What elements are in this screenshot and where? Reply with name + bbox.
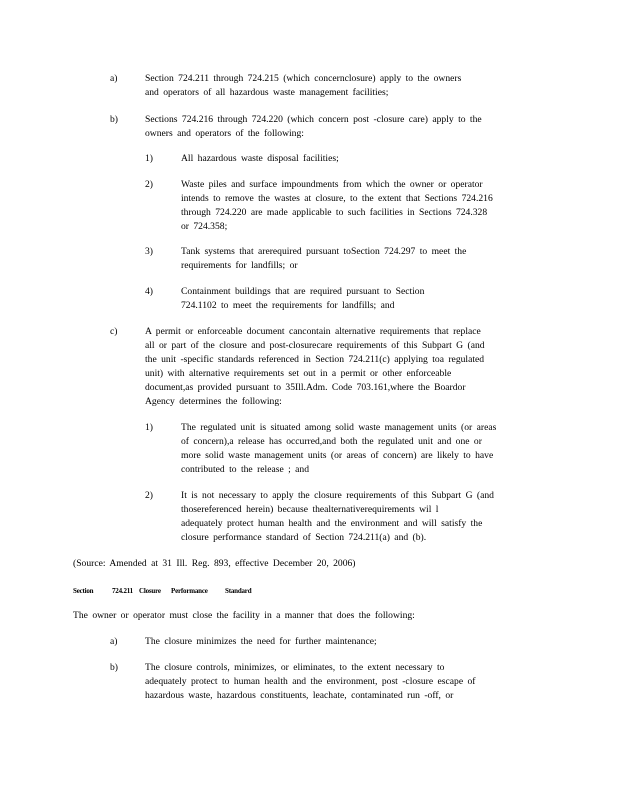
sublist-marker: 1) (145, 153, 153, 164)
section-title-word: Standard (225, 587, 252, 595)
text-line: of concern),a release has occurred,and both the regulated unit and one or (181, 436, 482, 447)
text-line: Sections 724.216 through 724.220 (which concern post -closure care) apply to the (145, 114, 482, 125)
text-line: adequately protect to human health and the environment, post -closure escape of (145, 676, 476, 687)
text-line: requirements for landfills; or (181, 260, 298, 271)
intro-line: The owner or operator must close the facility in a manner that does the following: (73, 610, 415, 621)
text-line: hazardous waste, hazardous constituents, leachate, contaminated run -off, or (145, 690, 454, 701)
text-line: 724.1102 to meet the requirements for landfills; and (181, 300, 395, 311)
list-marker: b) (110, 114, 118, 125)
text-line: Containment buildings that are required pursuant to Section (181, 286, 425, 297)
section-title-word: Closure (139, 587, 161, 595)
text-line: closure performance standard of Section 724.211(a) and (b). (181, 532, 427, 543)
text-line: owners and operators of the following: (145, 128, 304, 139)
section-title-word: Performance (171, 587, 208, 595)
text-line: The closure controls, minimizes, or eliminates, to the extent necessary to (145, 662, 445, 673)
text-line: contributed to the release ; and (181, 464, 310, 475)
text-line: all or part of the closure and post-closurecare requirements of this Subpart G (and (145, 340, 485, 351)
list-marker: a) (110, 636, 118, 647)
text-line: intends to remove the wastes at closure, to the extent that Sections 724.216 (181, 193, 493, 204)
sublist-marker: 2) (145, 490, 153, 501)
sublist-marker: 1) (145, 422, 153, 433)
text-line: A permit or enforceable document cancontain alternative requirements that replace (145, 326, 481, 337)
sublist-marker: 2) (145, 179, 153, 190)
text-line: All hazardous waste disposal facilities; (181, 153, 339, 164)
text-line: through 724.220 are made applicable to such facilities in Sections 724.328 (181, 207, 488, 218)
text-line: Waste piles and surface impoundments from which the owner or operator (181, 179, 483, 190)
text-line: It is not necessary to apply the closure requirements of this Subpart G (and (181, 490, 494, 501)
text-line: adequately protect human health and the environment and will satisfy the (181, 518, 483, 529)
section-number: 724.211 (112, 587, 133, 595)
section-heading (73, 585, 251, 597)
section-label: Section (73, 587, 94, 595)
list-marker: c) (110, 326, 118, 337)
text-line: Tank systems that arerequired pursuant toSection 724.297 to meet the (181, 246, 467, 257)
list-marker: b) (110, 662, 118, 673)
sublist-marker: 3) (145, 246, 153, 257)
text-line: or 724.358; (181, 221, 228, 232)
text-line: thosereferenced herein) because thealternativerequirements wil l (181, 504, 439, 515)
text-line: document,as provided pursuant to 35Ill.Adm. Code 703.161,where the Boardor (145, 382, 466, 393)
text-line: unit) with alternative requirements set out in a permit or other enforceable (145, 368, 452, 379)
text-line: Section 724.211 through 724.215 (which concernclosure) apply to the owners (145, 73, 462, 84)
text-line: The regulated unit is situated among solid waste management units (or areas (181, 422, 497, 433)
text-line: more solid waste management units (or areas of concern) are likely to have (181, 450, 494, 461)
text-line: The closure minimizes the need for further maintenance; (145, 636, 377, 647)
source-note: (Source: Amended at 31 Ill. Reg. 893, effective December 20, 2006) (73, 558, 356, 569)
text-line: the unit -specific standards referenced in Section 724.211(c) applying toa regulated (145, 354, 485, 365)
text-line: and operators of all hazardous waste management facilities; (145, 87, 389, 98)
sublist-marker: 4) (145, 286, 153, 297)
list-marker: a) (110, 73, 118, 84)
text-line: Agency determines the following: (145, 396, 282, 407)
